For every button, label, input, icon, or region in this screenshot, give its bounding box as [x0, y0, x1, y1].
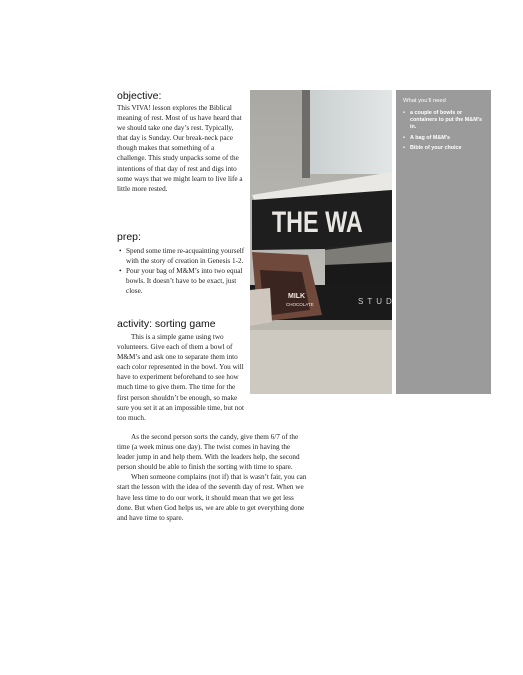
- prep-heading: prep:: [117, 231, 141, 243]
- wrapper-text-chocolate: CHOCOLATE: [286, 302, 314, 307]
- activity-paragraph-3: When someone complains (not if) that is wasn’t fair, you can start the lesson with the idea of the seventh day of rest. When we have less time to do our work, it should mean that we get less done. But when God helps us, we are able to get everything done and have time to spare.: [117, 473, 307, 522]
- activity-paragraph-2: As the second person sorts the candy, give them 6/7 of the time (a week minus one day). The twist comes in having the leader jump in and help them. With the leaders help, the second person should be able to finish the sorting with time to spare.: [117, 433, 300, 472]
- prep-item: • Pour your bag of M&M’s into two equal bowls. It doesn’t have to be exact, just close.: [117, 266, 245, 296]
- activity-heading: activity: sorting game: [117, 318, 216, 330]
- book-stack-photo: [250, 90, 396, 394]
- prep-list: [117, 246, 245, 296]
- objective-heading: objective:: [117, 90, 162, 102]
- wrapper-text-milk: MILK: [288, 293, 306, 300]
- sidebar-item: • Bible of your choice: [403, 145, 487, 152]
- activity-paragraph-1: This is a simple game using two volunteers. Give each of them a bowl of M&M’s and ask one to separate them into each color represented in the bowl. You will have to experiment beforehand to see how much time to give them. The time for the first person shouldn’t be enough, so make sure you set it at an impossible time, but not too much.: [117, 333, 244, 422]
- book-title-text: THE WA: [271, 205, 363, 239]
- sidebar-item: • A bag of M&M’s: [403, 135, 487, 142]
- prep-item: • Spend some time re-acquainting yourself with the story of creation in Genesis 1-2.: [117, 246, 245, 266]
- sidebar-item: • a couple of bowls or containers to put the M&M’s in.: [403, 110, 487, 132]
- objective-body: This VIVA! lesson explores the Biblical meaning of rest. Most of us have heard that we should take one day’s rest. Typically, that day is Sunday. Our break-neck pace though makes that something of a challenge. This study unpacks some of the intentions of that day of rest and digs into some ways that we might learn to live life a little more rested.: [117, 104, 243, 193]
- sidebar-title: What you’ll need: [403, 98, 446, 104]
- what-you-need-sidebar: [396, 90, 491, 394]
- book-spine-text: STUD: [358, 297, 396, 306]
- book-stack-illustration: [250, 90, 396, 394]
- activity-continued: [117, 432, 307, 523]
- sidebar-list: [403, 110, 487, 155]
